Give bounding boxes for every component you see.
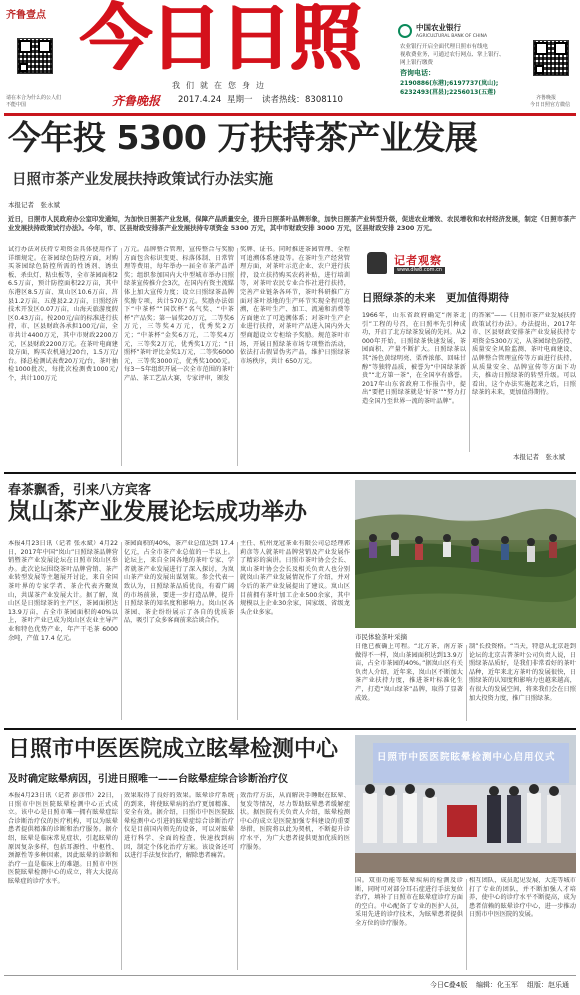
column-rule: [121, 794, 122, 970]
hospital-body-col-1: 本报4月23日讯（记者 彭彦伟）22日，日照市中医医院眩晕检测中心正式成立。该中心是日照市唯一拥有眩晕症综合诊断治疗仪的医疗机构，可以为眩晕患者提供精准的诊断和治疗服务。据介绍，眩晕是临床常见症状，引起眩晕的原因复杂多样，包括耳源性、中枢性、颈源性等多种因素，因此眩晕的诊断和治疗一直是临床上的难题。日照市中医医院眩晕检测中心的成立，将大大提高眩晕症的诊疗水平。: [8, 792, 118, 885]
forum-kicker: 春茶飘香，引来八方宾客: [8, 483, 152, 498]
lead-body-col-2: 万元。品牌整合管理，宣传整合与奖励方面包含标识变更、标落体制、日常管理等费用，每年举办一届全市茶产品评奖；组织参加国内大中型城市举办日照绿茶宣传推介会3次，在国内有资主流媒体上加大宣传力度；设立日照绿茶品牌奖励专项，共计570万元。奖励办法如下“中茶杯”“国饮杯”名气奖、“中茶杯”产品奖；第一届奖20万元，二等奖6万元，三等奖4万元，优秀奖2万元；“中茶杯”金奖6万元，二等奖4万元，三等奖2万元，优秀奖1万元；“日照杯”茶叶评比金奖1万元，二等奖6000元，三等奖3000元，优秀奖1000元。每3～5年组织开展一次全市范围的茶叶产品、茶工艺品大赛，专家评审，颁发: [124, 246, 234, 382]
forum-body-col-4: 日他已被确上可程。“北方茶，南方茶做得不一样，岚山茶园面积达到13.9万亩，占全市茶园的40%。”据岚山区有关负责人介绍，近年来，岚山区不断加大茶产业扶持力度，推进茶叶标准化生产，打造“岚山绿茶”品牌，取得了显著成效。: [355, 643, 463, 702]
bank-name: 中国农业银行: [416, 23, 461, 32]
column-rule: [237, 542, 238, 720]
forum-headline: 岚山茶产业发展论坛成功举办: [8, 499, 307, 525]
footer-page: 今日C叠4版: [430, 981, 468, 989]
hotline-label: 读者热线：: [262, 95, 305, 105]
hospital-headline: 日照市中医医院成立眩晕检测中心: [8, 737, 339, 762]
issue-weekday: 星期一: [227, 95, 253, 105]
bank-name-en: AGRICULTURAL BANK OF CHINA: [416, 34, 488, 39]
bank-logo-icon: [398, 24, 412, 38]
column-rule: [121, 248, 122, 466]
masthead-slogan: 我们就在您身边: [172, 81, 270, 90]
hospital-body-col-5: 相互团队，成员起见发展，大连等城市打了专业的团队，并不断加强人才培养，使中心的诊疗水平不断提高，成为患者信赖的眩晕诊疗中心，进一步推动日照市中医医院的发展。: [469, 877, 576, 919]
hospital-body-col-4: 国。双重功能等眩晕疾病的检测及诊断，同时可对部分耳石症进行手法复位治疗，填补了日照市在眩晕症诊疗方面的空白。中心配备了专业的医护人员，采用先进的诊疗技术，为眩晕患者提供全方位的诊疗服务。: [355, 877, 463, 927]
masthead: [0, 0, 580, 120]
column-badge-icon: [367, 252, 387, 274]
column-rule: [237, 794, 238, 970]
bank-ad[interactable]: [392, 22, 527, 112]
qr-left-caption: 请在本合为什么的公人们: [6, 95, 62, 101]
lead-headline: 今年投 5300 万扶持茶产业发展: [8, 118, 478, 157]
lead-byline: 本报记者 张永斌: [8, 201, 60, 209]
qr-left-caption-2: 不能中国: [6, 102, 27, 108]
qr-code-left[interactable]: [17, 38, 53, 74]
sub-brand-logo: 齐鲁晚报: [112, 94, 161, 108]
column-rule: [469, 312, 470, 452]
qr-right-caption: 齐鲁晚报: [536, 95, 557, 101]
hospital-body-col-2: 效果取得了良好的效果。眩晕诊疗系统的到来，将使眩晕病的治疗更加精准、安全有效。据介绍，日照市中医医院眩晕检测中心引进的眩晕症综合诊断治疗仪是目前国内领先的设备，可以对眩晕进行科学、全面的检查，快速找到病因，制定个体化治疗方案。该设备还可以进行手法复位治疗，解除患者痛苦。: [124, 792, 234, 860]
masthead-title: 今日日照: [80, 0, 361, 80]
qr-code-right[interactable]: [533, 40, 569, 76]
column-badge: 记者观察: [394, 254, 442, 267]
lead-subheadline: 日照市茶产业发展扶持政策试行办法实施: [12, 172, 273, 188]
bank-ad-line-2: 视收费业务，可通过农行网点、掌上银行、: [400, 52, 505, 58]
publisher-logo: 齐鲁壹点: [6, 10, 46, 21]
footer-editor: 编辑：化玉军: [476, 981, 518, 989]
column-badge-url: www.dlw8.com.cn: [394, 267, 445, 274]
footer-rule: [4, 975, 576, 976]
column-rule: [121, 542, 122, 720]
hotline-number[interactable]: 8308110: [305, 95, 343, 105]
issue-date: 2017.4.24: [178, 95, 222, 105]
ceremony-banner: 日照市中医医院眩晕检测中心启用仪式: [377, 752, 556, 763]
section-rule: [4, 472, 576, 474]
column-body-left: 1966年，山东省政府确定“南茶北引”工程的号召，在日照率先引种成功，开启了北方绿茶发展的先河。从2000年开始，日照绿茶快速发展，茶园面积、产量不断扩大。日照绿茶以其“汤色黄绿明亮、栗香浓郁、回味甘醇”等独特品质，被誉为“中国绿茶新贵”“北方第一茶”，在全国享有盛誉。2017年山东省政府工作报告中，提出“要把日照绿茶就是‘好茶’”“努力打造全国乃至世界一流的茶叶品牌”。: [362, 312, 466, 405]
hospital-body-col-3: 效治疗方法，从而解决手睡眠在眩晕、复发等情况，尽力帮助眩晕患者缓解症状。据医院有关负责人介绍，眩晕检测中心的成立是医院加强专科建设的重要举措，医院将以此为契机，不断提升诊疗水平，为广大患者提供更加优质的医疗服务。: [240, 792, 350, 851]
consult-phone-1: 2190886(东港);6197737(岚山);: [400, 80, 499, 87]
hospital-subheadline: 及时确定眩晕病因，引进日照唯一——台眩晕症综合诊断治疗仪: [8, 774, 288, 785]
section-rule: [4, 728, 576, 730]
qr-right-caption-2: 今日日照官方微信: [530, 102, 571, 108]
consult-label: 咨询电话：: [400, 69, 435, 77]
bank-ad-line-1: 农业银行开启全面代理日照市有线电: [400, 44, 489, 50]
column-headline: 日照绿茶的未来 更加值得期待: [362, 292, 509, 304]
column-rule: [237, 248, 238, 466]
column-body-right: 的答案”——《日照市茶产业发展扶持政策试行办法》。办法提出，2017年市、区县财政安排茶产业发展扶持专项资金5300万元，从茶园绿色防控、质量安全风险监测、茶叶电商建设、品牌整合管理宣传等方面进行扶持，从质量安全、品牌宣传等方面下功夫，推动日照绿茶的转型升级。可以看出，这个办法实施起来之后，日照绿茶的未来，更加值得期待。: [472, 312, 576, 397]
column-byline: 本报记者 张永斌: [513, 453, 565, 461]
column-rule: [466, 879, 467, 970]
lead-body-col-1: 试行办法对扶持专项资金具体使用作了详细规定。在茶园绿色防控方面，对购买茶园绿色防控所需的性诱剂、诱虫板、杀虫灯、粘虫板等，全市茶园面积26.5万亩，预计防控面积22万亩，其中东港区8.5万亩、岚山区10.6万亩、莒县1.2万亩、五莲县2.2万亩，日照经济技术开发区0.07万亩，山海天旅游度假区0.43万亩。按200元/亩的标准进行扶持，市、区县财政各承担100元/亩，全市共计4400万元，其中市财政2200万元，区县财政2200万元。在茶叶电商建设方面，购买农机通过20台，1.5万元/台。择总检测试表费20万元/台，茶叶抽检1000批次，每批次检测费1000元/个，共计100万元: [8, 246, 118, 382]
forum-body-col-2: 茶园面积的40%，茶产业总值达到 17.4 亿元，占全市茶产业总值的一半以上。论坛上，来自全国各地的茶叶专家、学者就茶产业发展进行了深入探讨，为岚山茶产业的发展出谋划策。参会代表一致认为，日照绿茶品质优良，有着广阔的市场前景，要进一步打造品牌，提升日照绿茶的知名度和影响力。岚山区各茶园、茶企纷纷展示了各自的优质茶品，吸引了众多客商前来洽谈合作。: [124, 540, 234, 625]
forum-body-col-5: 制”长投资格。“当天，特意从北京赶到论坛的北京吉普茶叶公司负责人说，日照绿茶品质好，是我们非常看好的茶叶品种，近年来北方茶叶的发展很快，日照绿茶的认知度和影响力也越来越高，有很大的发展空间，将来我们会在日照加大投资力度，推广日照绿茶。: [469, 643, 576, 702]
lead-body-col-3: 奖牌、证书。同时推进茶园管理、全程可追溯体系建设等。在茶叶生产经营管理方面，对茶叶示范企业、农户进行扶持，设立扶持购买农药补贴，进行培训等，对茶叶农民专业合作社进行扶持，完善产业链条各环节，茶叶科研推广方面对茶叶基地的生产环节实现全程可追溯，在茶叶生产、加工、流通和消费等方面建立了可追溯体系；对茶叶生产企业进行扶持，对茶叶产品进入国内外大型商超设立专柜给予奖励。规范茶叶市场，开展日照绿茶市场专项整治活动，依法打击假冒伪劣产品，维护日照绿茶市场秩序，共计 650万元。: [240, 246, 350, 365]
consult-phone-2: 6232493(莒县);2256013(五莲): [400, 89, 496, 96]
bank-ad-line-3: 网上银行缴费: [400, 60, 434, 66]
lead-summary: 近日，日照市人民政府办公室印发通知，为加快日照茶产业发展，保障产品质量安全，提升日照茶叶品牌形象，加快日照茶产业转型升级，促进农业增效、农民增收和农村经济发展，制定《日照市茶产业发展扶持政策试行办法》。今年，市、区县财政安排茶产业发展扶持专项资金 5300 万元，其中市财政安排 3000 万元，区县财政安排 2300 万元。: [8, 215, 576, 232]
ceremony-photo: [355, 735, 576, 873]
tea-picking-photo: [355, 480, 576, 628]
forum-body-col-3: 主任、杭州龙冠茶业有限公司总经理郭莉彦等人就茶叶品牌营销及产业发展作了精彩的演讲。日照市茶叶协会会长、岚山茶叶协会会长及相关负责人也分别就岚山茶产业发展情况作了介绍，并对今后的茶产业发展提出了建议。岚山区目前拥有茶叶加工企业500余家，其中规模以上企业30余家，国家级、省级龙头企业多家。: [240, 540, 350, 616]
masthead-rule: [4, 113, 576, 116]
footer-designer: 组版：赵乐通: [527, 981, 569, 989]
column-rule: [466, 645, 467, 721]
forum-body-col-1: 本报4月23日讯（记者 张永斌）4月22日，2017年中国“岚山”日照绿茶品牌营销暨茶产业发展论坛在日照市岚山区举办。此次论坛围绕茶叶品牌营销、茶产业转型发展等主题展开讨论，来自全国茶叶界的专家学者、茶企代表齐聚岚山，共谋茶产业发展大计。据了解，岚山区是日照绿茶的主产区，茶园面积达 13.9万亩，占全市茶园面积的40%以上，茶叶产业已成为岚山区农业主导产业和特色优势产业，年产干毛茶 6000 余吨，产值 17.4 亿元。: [8, 540, 118, 642]
photo-caption: 市民体验茶叶采摘: [355, 633, 407, 641]
